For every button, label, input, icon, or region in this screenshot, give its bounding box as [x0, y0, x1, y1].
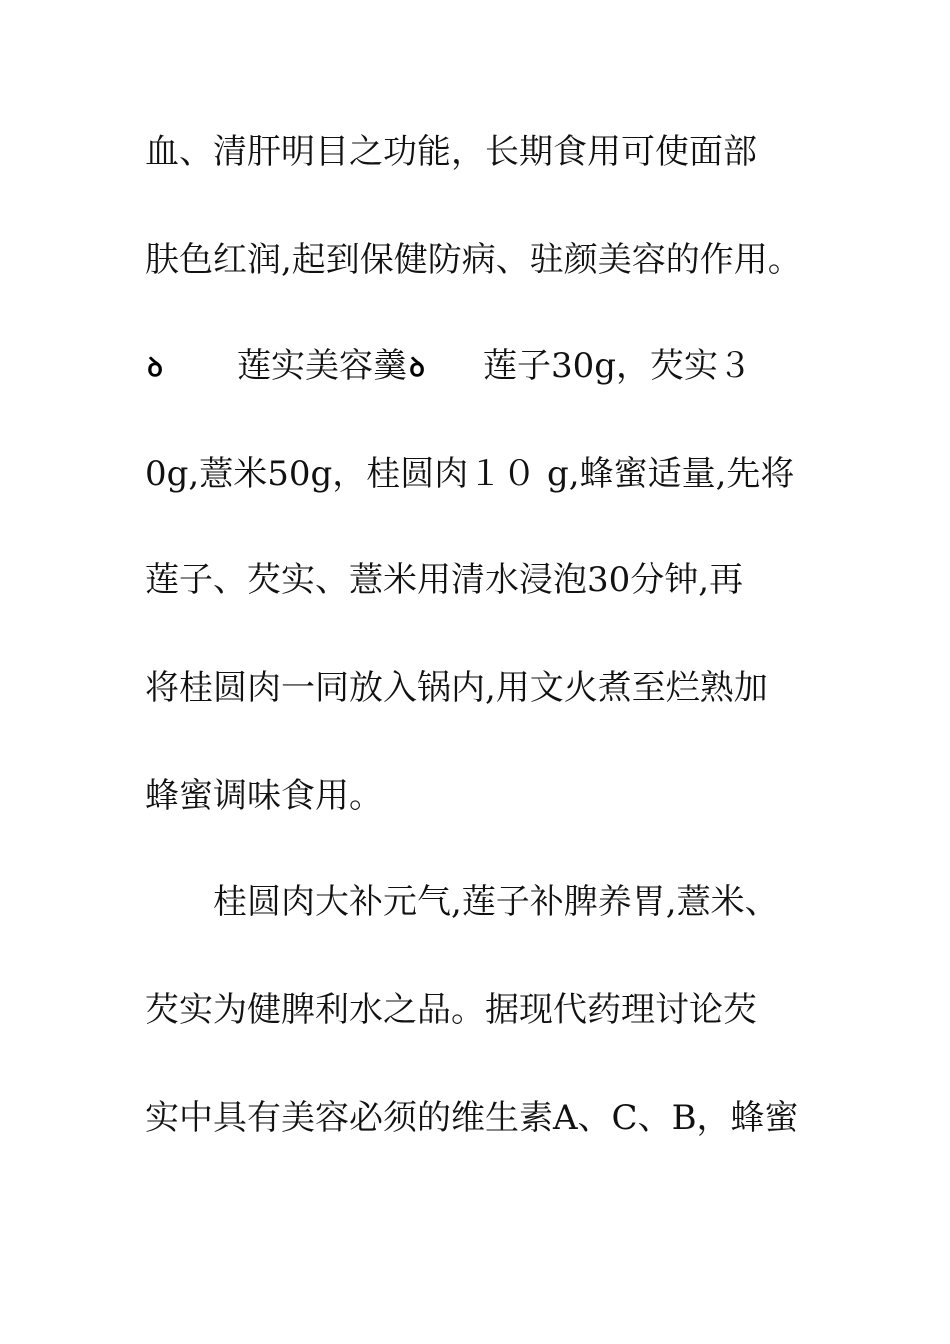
text-line-1: 血、清肝明目之功能，长期食用可使面部 [145, 132, 757, 172]
recipe-heading-line [145, 342, 845, 390]
text-line-6: 将桂圆肉一同放入锅内,用文火煮至烂熟加 [145, 668, 768, 708]
recipe-ingredients-start: 莲子30g，芡实３ [483, 346, 753, 386]
text-line-2: 肤色红润,起到保健防病、驻颜美容的作用。 [145, 240, 802, 280]
text-line-9: 芡实为健脾利水之品。据现代药理讨论芡 [145, 990, 757, 1030]
text-line-7: 蜂蜜调味食用。 [145, 776, 383, 816]
recipe-title: 莲实美容羹 [237, 346, 407, 386]
text-line-5: 莲子、芡实、薏米用清水浸泡30分钟,再 [145, 560, 744, 600]
bullet-glyph-icon: ꝺ [409, 353, 425, 383]
paragraph-indented-line: 桂圆肉大补元气,莲子补脾养胃,薏米、 [213, 882, 779, 922]
text-line-10: 实中具有美容必须的维生素A、C、B，蜂蜜 [145, 1098, 799, 1138]
bullet-glyph-icon: ꝺ [147, 353, 163, 383]
text-line-4: 0g,薏米50g，桂圆肉１０ g,蜂蜜适量,先将 [145, 454, 795, 494]
